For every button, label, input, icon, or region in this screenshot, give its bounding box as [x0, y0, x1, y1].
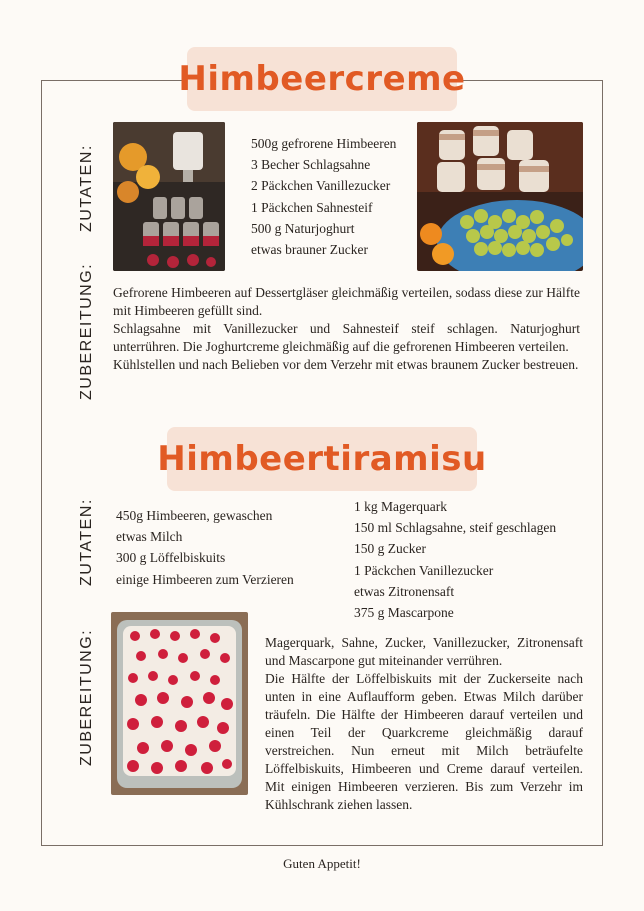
ingredient-item: 1 kg Magerquark [354, 499, 447, 514]
recipe2-preparation-label: ZUBEREITUNG: [78, 628, 95, 766]
preparation-paragraph: Gefrorene Himbeeren auf Dessertgläser gleichmäßig verteilen, sodass diese zur Hälfte mit Himbeeren gefüllt sind. [113, 285, 580, 318]
ingredient-item: 450g Himbeeren, gewaschen [116, 508, 273, 523]
ingredient-item: 2 Päckchen Vanillezucker [251, 178, 391, 194]
ingredient-item: 500g gefrorene Himbeeren [251, 136, 397, 151]
ingredient-item: 150 g Zucker [354, 541, 426, 557]
recipe2-ingredient-list-left [116, 505, 294, 590]
recipe1-photo-served [417, 122, 583, 271]
recipe1-title: Himbeercreme [187, 47, 457, 111]
ingredient-item: 1 Päckchen Sahnesteif [251, 199, 373, 215]
recipe2-ingredient-list-right [354, 496, 556, 623]
recipe1-photo-glasses [113, 122, 225, 271]
recipe2-photo-tiramisu [111, 612, 248, 795]
ingredient-item: 500 g Naturjoghurt [251, 220, 355, 236]
ingredient-item: etwas Milch [116, 529, 183, 545]
recipe2-ingredients-label: ZUTATEN: [78, 498, 95, 586]
preparation-paragraph: Die Hälfte der Löffelbiskuits mit der Zuckerseite nach unten in eine Auflaufform geben. Etwas Milch darüber träufeln. Die Hälfte der Himbeeren darauf verteilen und einen Teil der Quarkcreme gleichmäßig darauf verstreichen. Nun erneut mit Milch beträufelte Löffelbiskuits, Himbeeren und Creme darauf verteilen. Mit einigen Himbeeren verzieren. Bis zum Verzehr im Kühlschrank ziehen lassen. [265, 671, 583, 812]
ingredient-item: etwas brauner Zucker [251, 242, 368, 258]
ingredient-item: 375 g Mascarpone [354, 605, 454, 621]
recipe1-preparation-label: ZUBEREITUNG: [78, 262, 95, 400]
footer-text: Guten Appetit! [283, 856, 361, 871]
recipe2-preparation-text [265, 634, 583, 814]
ingredient-item: 3 Becher Schlagsahne [251, 157, 371, 173]
ingredient-item: 300 g Löffelbiskuits [116, 550, 226, 566]
recipe1-preparation-text [113, 284, 580, 374]
recipe2-title: Himbeertiramisu [167, 427, 477, 491]
preparation-paragraph: Magerquark, Sahne, Zucker, Vanillezucker, Zitronensaft und Mascarpone gut miteinander verrühren. [265, 635, 583, 668]
ingredient-item: 1 Päckchen Vanillezucker [354, 562, 494, 578]
ingredient-item: 150 ml Schlagsahne, steif geschlagen [354, 520, 557, 536]
preparation-paragraph: Schlagsahne mit Vanillezucker und Sahnesteif steif schlagen. Naturjoghurt unterrühren. Die Joghurtcreme gleichmäßig auf die gefrorenen Himbeeren verteilen. [113, 321, 580, 354]
recipe1-ingredients-label: ZUTATEN: [78, 144, 95, 232]
recipe1-ingredient-list [251, 133, 396, 260]
ingredient-item: einige Himbeeren zum Verzieren [116, 571, 294, 587]
preparation-paragraph: Kühlstellen und nach Belieben vor dem Verzehr mit etwas braunem Zucker bestreuen. [113, 357, 579, 372]
ingredient-item: etwas Zitronensaft [354, 583, 455, 599]
